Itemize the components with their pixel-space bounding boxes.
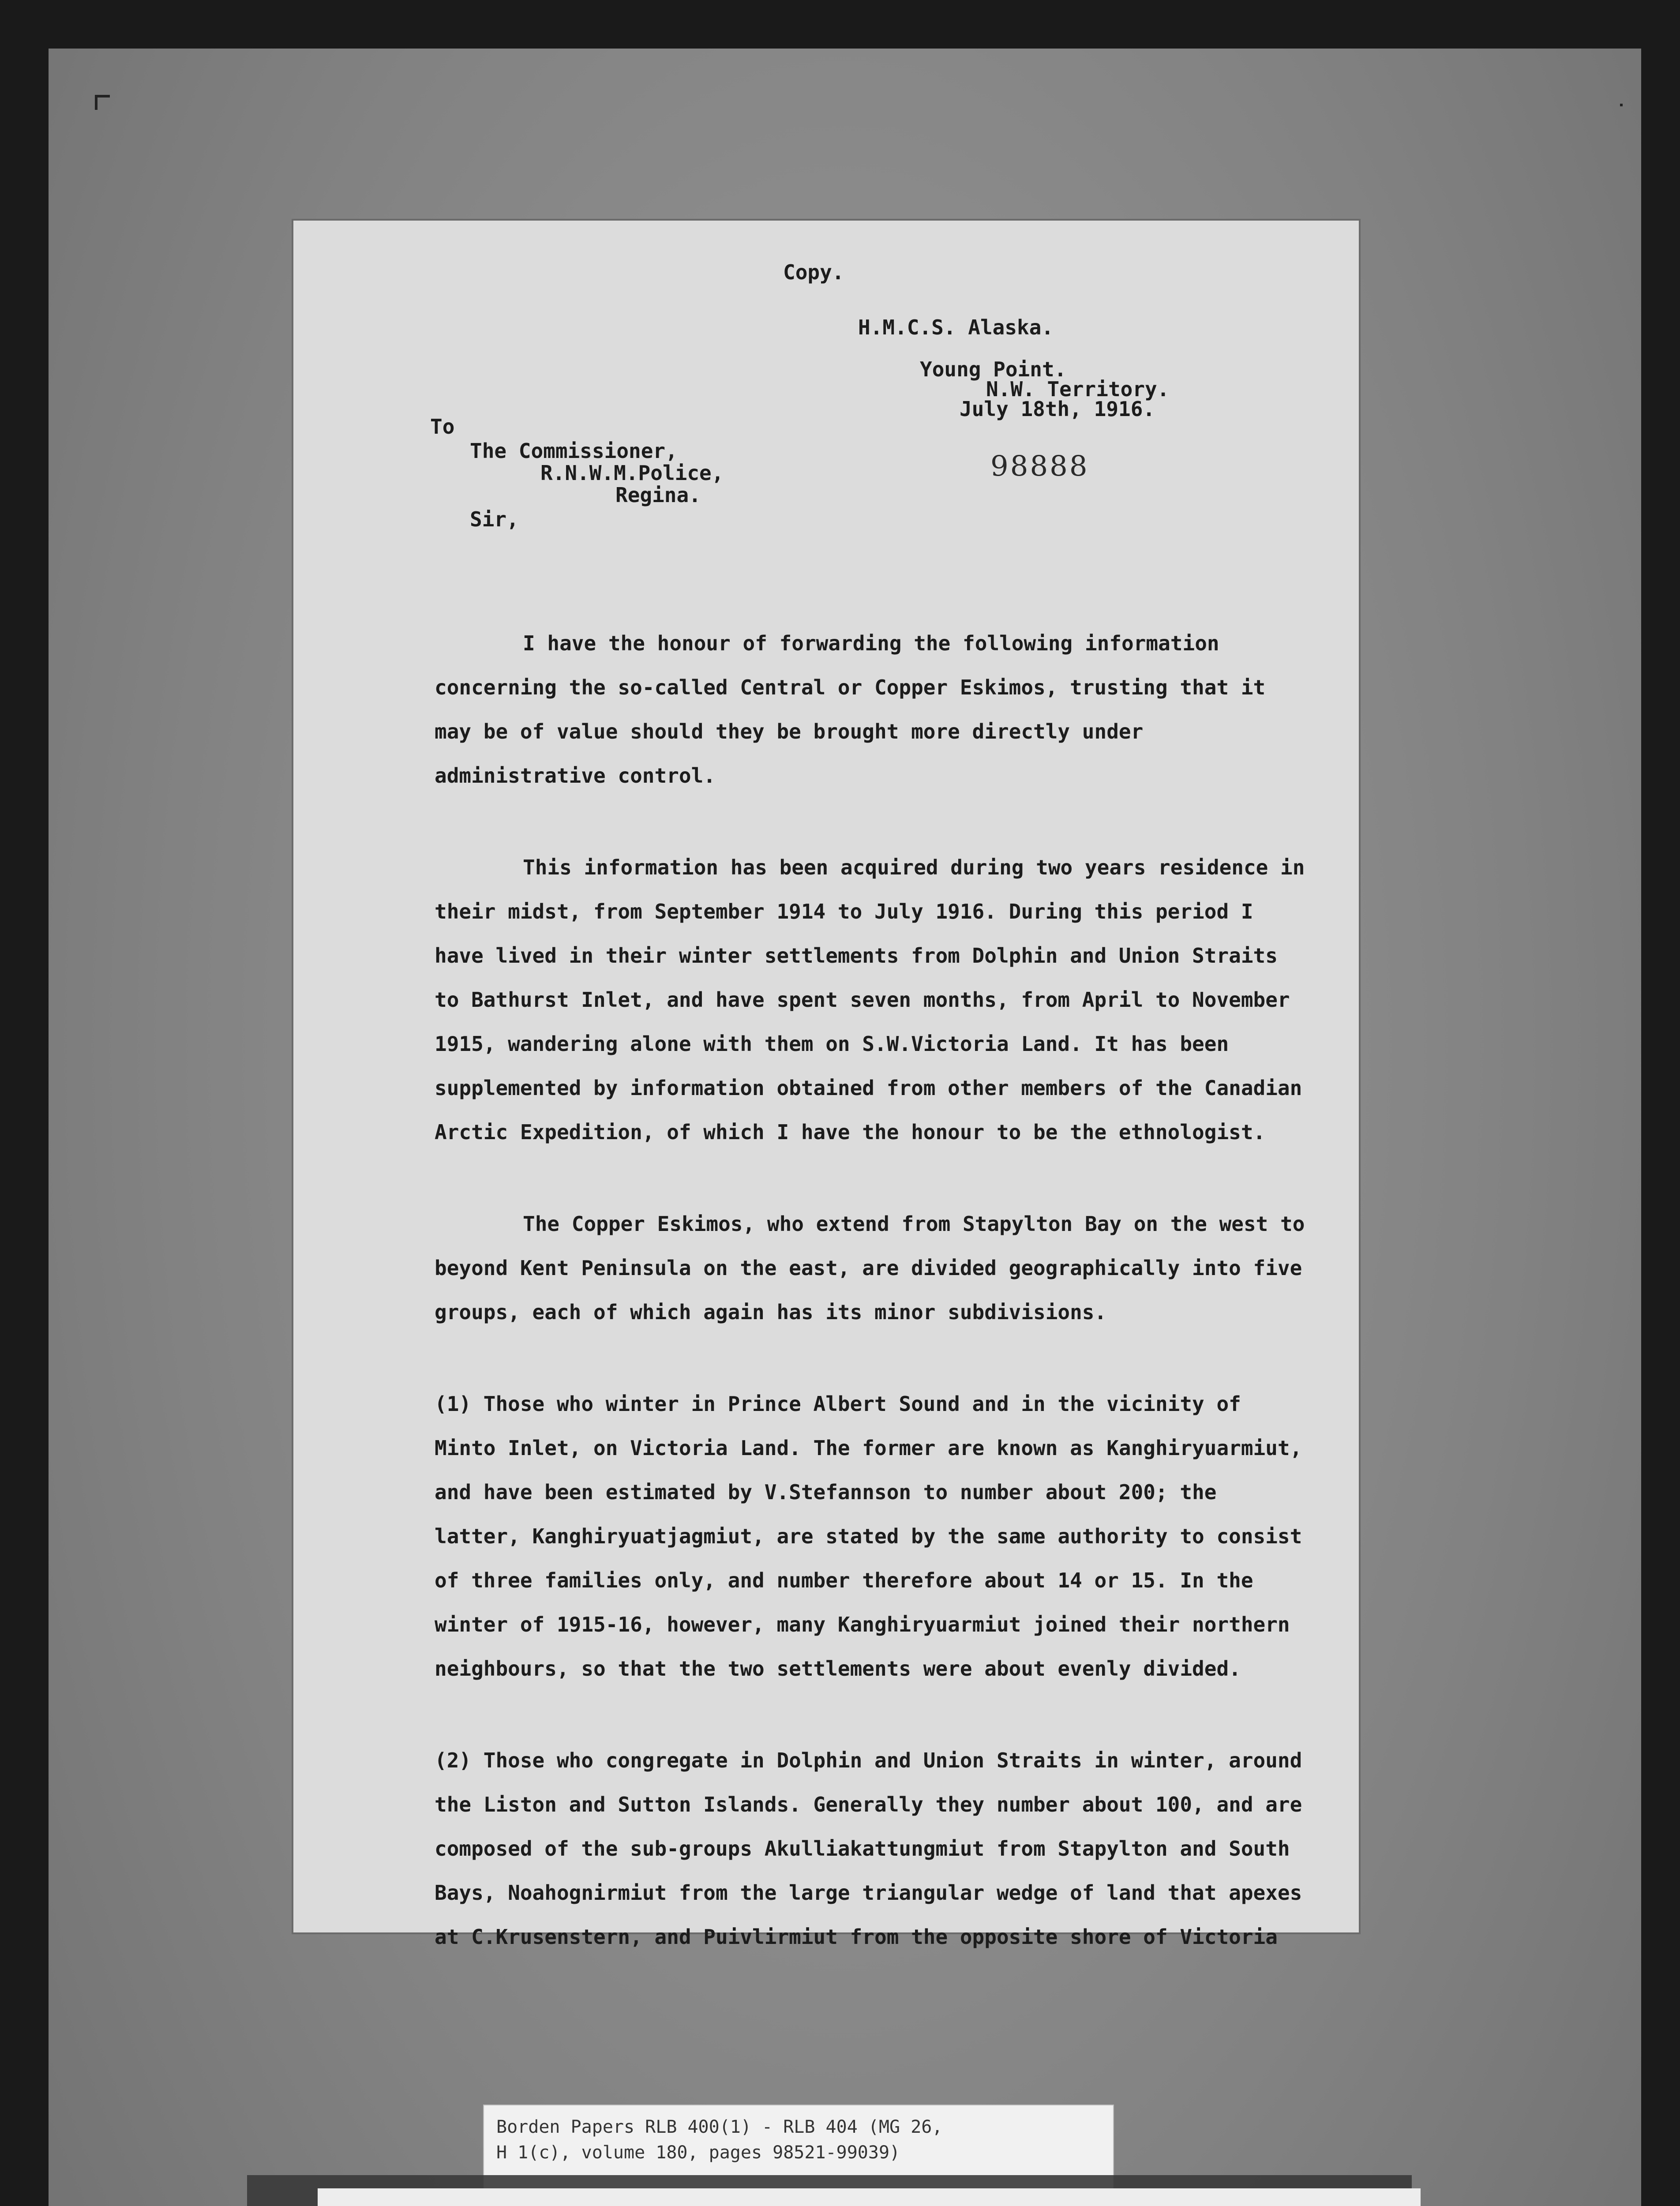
paragraph-2: This information has been acquired during two years residence in their midst, from September 1914 to July 1916. During this period I have lived in their winter settlements from Dolphin and Union Straits to Bathurst Inlet, and have spent seven months, from April to November 1915, wandering alone with them on S.W.Victoria Land. It has been supplemented by information obtained from other members of the Canadian Arctic Expedition, of which I have the honour to be the ethnologist.: [435, 855, 1305, 1144]
reference-line-2: H 1(c), volume 180, pages 98521-99039): [496, 2142, 900, 2163]
address-line-2: R.N.W.M.Police,: [540, 461, 724, 485]
place-line-1: Young Point.: [920, 357, 1067, 381]
crop-mark-top-left: [95, 95, 110, 110]
typed-letter-page: [293, 221, 1359, 1949]
address-line-1: The Commissioner,: [470, 439, 678, 463]
paragraph-5: (2) Those who congregate in Dolphin and Union Straits in winter, around the Liston and Sutton Islands. Generally they number about 100, and are composed of the sub-groups Akulliakattungmiut from Stapylton and South Bays, Noahognirmiut from the large triangular wedge of land that apexes at C.Krusenstern, and Puivlirmiut from the opposite shore of Victoria: [435, 1748, 1302, 1949]
address-to: To: [430, 415, 455, 439]
archives-card: [318, 2188, 1421, 2206]
document-stamp-number: 98888: [990, 450, 1089, 483]
place-line-2: N.W. Territory.: [986, 377, 1170, 401]
letter-body: [435, 574, 1308, 2007]
paragraph-1: I have the honour of forwarding the following information concerning the so-called Central or Copper Eskimos, trusting that it may be of value should they be brought more directly under administrative control.: [435, 631, 1266, 788]
paragraph-3: The Copper Eskimos, who extend from Stapylton Bay on the west to beyond Kent Peninsula on the east, are divided geographically into five groups, each of which again has its minor subdivisions.: [435, 1212, 1305, 1324]
copy-heading: Copy.: [783, 260, 844, 284]
crop-mark-top-right: [1620, 104, 1623, 124]
ship-name: H.M.C.S. Alaska.: [858, 315, 1054, 339]
letter-date: July 18th, 1916.: [960, 397, 1155, 421]
address-line-3: Regina.: [615, 483, 701, 507]
reference-line-1: Borden Papers RLB 400(1) - RLB 404 (MG 26,: [496, 2117, 943, 2137]
salutation: Sir,: [470, 507, 519, 531]
paragraph-4: (1) Those who winter in Prince Albert Sound and in the vicinity of Minto Inlet, on Victoria Land. The former are known as Kanghiryuarmiut, and have been estimated by V.Stefannson to number about 200; the latter, Kanghiryuatjagmiut, are stated by the same authority to consist of three families only, and number therefore about 14 or 15. In the winter of 1915-16, however, many Kanghiryuarmiut joined their northern neighbours, so that the two settlements were about evenly divided.: [435, 1392, 1302, 1681]
